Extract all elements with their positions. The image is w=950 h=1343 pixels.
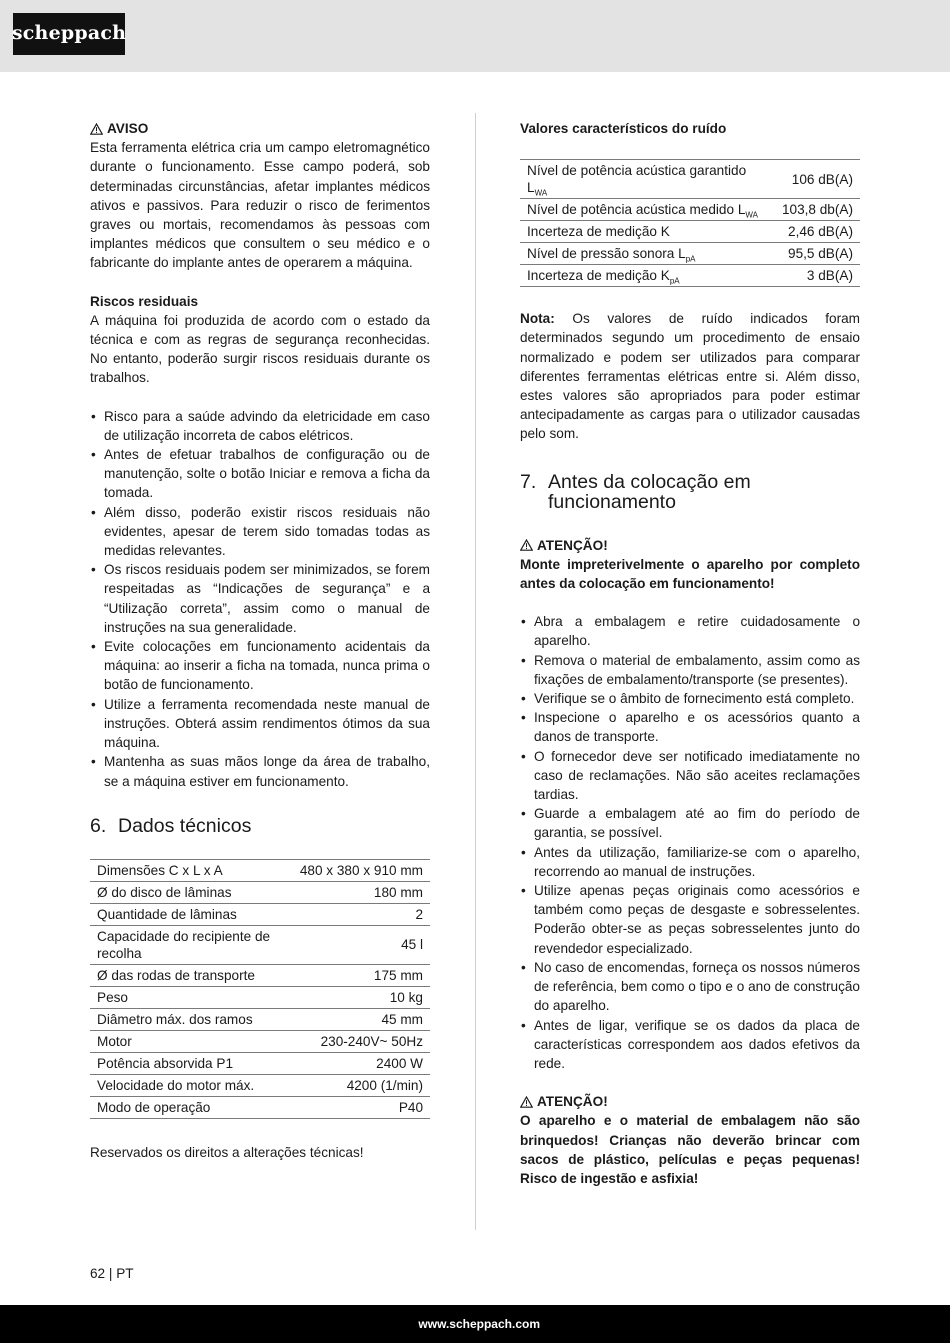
table-row xyxy=(90,1008,430,1030)
attention-text: O aparelho e o material de embalagem não são brinquedos! Crianças não deverão brincar com sacos de plástico, películas e peças pequenas! Risco de ingestão e asfixia! xyxy=(520,1113,860,1186)
spec-value: 480 x 380 x 910 mm xyxy=(289,859,430,881)
table-row xyxy=(520,221,860,243)
page-separator: | xyxy=(108,1266,117,1281)
table-row xyxy=(90,925,430,964)
noise-value: 106 dB(A) xyxy=(772,160,860,199)
noise-label-text: Incerteza de medição K xyxy=(527,268,670,284)
table-row xyxy=(520,199,860,221)
noise-label xyxy=(520,221,772,243)
spec-value: 175 mm xyxy=(289,964,430,986)
spec-label: Potência absorvida P1 xyxy=(90,1052,289,1074)
attention-heading xyxy=(520,536,860,555)
list-item: • Inspecione o aparelho e os acessórios quanto a danos de transporte. xyxy=(520,708,860,746)
list-item: • Antes de ligar, verifique se os dados da placa de características correspondem aos dados efetivos da rede. xyxy=(520,1016,860,1074)
list-item: • Utilize apenas peças originais como acessórios e também como peças de desgaste e sobresselentes. Poderão obter-se as peças sobresselentes junto do revendedor especializado. xyxy=(520,881,860,958)
spec-label: Velocidade do motor máx. xyxy=(90,1074,289,1096)
spec-value: 4200 (1/min) xyxy=(289,1074,430,1096)
warning-text: Esta ferramenta elétrica cria um campo eletromagnético durante o funcionamento. Esse campo poderá, sob determinadas circunstâncias, afetar implantes médicos ativos e passivos. Para reduzir o risco de ferimentos graves ou mortais, recomendamos às pessoas com implantes médicos que consultem o seu médico e o fabricante do implante antes de operarem a máquina. xyxy=(90,140,430,271)
table-row xyxy=(90,1074,430,1096)
noise-label-text: Incerteza de medição K xyxy=(527,224,670,240)
list-item: • Risco para a saúde advindo da eletricidade em caso de utilização incorreta de cabos elétricos. xyxy=(90,407,430,445)
list-item: • Os riscos residuais podem ser minimizados, se forem respeitadas as “Indicações de segurança” e a “Utilização correta”, assim como o manual de instruções na sua generalidade. xyxy=(90,560,430,637)
spec-value: 2 xyxy=(289,903,430,925)
spec-label: Diâmetro máx. dos ramos xyxy=(90,1008,289,1030)
noise-value: 103,8 db(A) xyxy=(772,199,860,221)
section-number: 7. xyxy=(520,470,537,493)
list-item: • Guarde a embalagem até ao fim do período de garantia, se possível. xyxy=(520,804,860,842)
noise-value: 3 dB(A) xyxy=(772,265,860,287)
table-row xyxy=(90,1030,430,1052)
warning-title: AVISO xyxy=(107,121,149,136)
spec-value: 180 mm xyxy=(289,881,430,903)
column-divider xyxy=(475,113,476,1230)
spec-label: Modo de operação xyxy=(90,1096,289,1118)
noise-label xyxy=(520,243,772,265)
noise-label xyxy=(520,265,772,287)
technical-data-table xyxy=(90,859,430,1119)
table-row xyxy=(90,1096,430,1118)
table-row xyxy=(520,265,860,287)
list-item: • O fornecedor deve ser notificado imediatamente no caso de reclamações. Não são aceites reclamações tardias. xyxy=(520,747,860,805)
noise-label xyxy=(520,160,772,199)
table-row xyxy=(90,964,430,986)
warning-heading xyxy=(90,119,430,138)
residual-risks-heading: Riscos residuais xyxy=(90,293,199,309)
page-number-value: 62 xyxy=(90,1266,106,1281)
section-title: Antes da colocação em funcionamento xyxy=(548,470,751,513)
table-row xyxy=(520,160,860,199)
note-text: Os valores de ruído indicados foram determinados segundo um procedimento de ensaio normalizado e podem ser utilizados para comparar diferentes ferramentas elétricas entre si. Além disso, estes valores são apropriados para poder estimar antecipadamente as cargas para o utilizador causadas pelo som. xyxy=(520,311,860,442)
noise-value: 2,46 dB(A) xyxy=(772,221,860,243)
spec-label: Dimensões C x L x A xyxy=(90,859,289,881)
noise-label-subscript: WA xyxy=(745,210,758,220)
noise-label-subscript: pA xyxy=(669,276,680,286)
warning-triangle-icon xyxy=(90,123,103,135)
spec-label: Peso xyxy=(90,986,289,1008)
page-number xyxy=(90,1264,134,1283)
attention-title: ATENÇÃO! xyxy=(537,1094,608,1110)
spec-label: Motor xyxy=(90,1030,289,1052)
spec-label: Capacidade do recipiente de recolha xyxy=(90,925,289,964)
note-label: Nota: xyxy=(520,311,555,327)
language-code: PT xyxy=(116,1266,134,1281)
spec-value: P40 xyxy=(289,1096,430,1118)
list-item: • No caso de encomendas, forneça os nossos números de referência, bem como o tipo e o ano de construção do aparelho. xyxy=(520,958,860,1016)
section-title: Dados técnicos xyxy=(118,814,252,837)
page-header xyxy=(0,0,950,72)
noise-label-subscript: pA xyxy=(685,254,696,264)
spec-label: Ø do disco de lâminas xyxy=(90,881,289,903)
noise-table xyxy=(520,159,860,287)
list-item: • Antes da utilização, familiarize-se com o aparelho, recorrendo ao manual de instruções. xyxy=(520,843,860,881)
brand-logo: scheppach xyxy=(13,13,125,55)
page-footer xyxy=(0,1305,950,1343)
list-item: • Utilize a ferramenta recomendada neste manual de instruções. Obterá assim rendimentos ótimos da sua máquina. xyxy=(90,695,430,753)
list-item: • Abra a embalagem e retire cuidadosamente o aparelho. xyxy=(520,612,860,650)
attention-title: ATENÇÃO! xyxy=(537,537,608,553)
list-item: • Antes de efetuar trabalhos de configuração ou de manutenção, solte o botão Iniciar e remova a ficha da tomada. xyxy=(90,445,430,503)
noise-label-text: Nível de pressão sonora L xyxy=(527,246,686,262)
list-item: • Além disso, poderão existir riscos residuais não evidentes, apesar de terem sido tomadas todas as medidas relevantes. xyxy=(90,503,430,561)
section-number: 6. xyxy=(90,814,107,837)
spec-label: Ø das rodas de transporte xyxy=(90,964,289,986)
list-item: • Evite colocações em funcionamento acidentais da máquina: ao inserir a ficha na tomada, nunca prima o botão de funcionamento. xyxy=(90,637,430,695)
table-row xyxy=(90,986,430,1008)
table-row xyxy=(520,243,860,265)
spec-label: Quantidade de lâminas xyxy=(90,903,289,925)
attention-text: Monte impreterivelmente o aparelho por completo antes da colocação em funcionamento! xyxy=(520,556,860,592)
noise-note xyxy=(520,309,860,443)
noise-label-text: Nível de potência acústica medido L xyxy=(527,202,746,218)
attention-heading xyxy=(520,1092,860,1111)
warning-triangle-icon xyxy=(520,1096,533,1108)
table-row xyxy=(90,1052,430,1074)
spec-value: 2400 W xyxy=(289,1052,430,1074)
noise-label-text: Nível de potência acústica garantido L xyxy=(527,163,747,196)
spec-value: 45 l xyxy=(289,925,430,964)
list-item: • Verifique se o âmbito de fornecimento está completo. xyxy=(520,689,860,708)
table-row xyxy=(90,859,430,881)
noise-value: 95,5 dB(A) xyxy=(772,243,860,265)
right-column xyxy=(520,119,860,1188)
website-link[interactable]: www.scheppach.com xyxy=(418,1317,540,1331)
spec-value: 45 mm xyxy=(289,1008,430,1030)
spec-value: 10 kg xyxy=(289,986,430,1008)
table-row xyxy=(90,903,430,925)
left-column xyxy=(90,119,430,1162)
section-6-heading xyxy=(90,816,430,836)
section-7-heading xyxy=(520,472,860,512)
table-row xyxy=(90,881,430,903)
technical-changes-note: Reservados os direitos a alterações técnicas! xyxy=(90,1144,364,1160)
noise-label-subscript: WA xyxy=(534,188,548,198)
warning-triangle-icon xyxy=(520,539,533,551)
noise-label xyxy=(520,199,772,221)
spec-value: 230-240V~ 50Hz xyxy=(289,1030,430,1052)
list-item: • Mantenha as suas mãos longe da área de trabalho, se a máquina estiver em funcionamento. xyxy=(90,752,430,790)
noise-heading: Valores característicos do ruído xyxy=(520,121,727,136)
residual-risks-list xyxy=(90,407,430,791)
list-item: • Remova o material de embalamento, assim como as fixações de embalamento/transporte (se presentes). xyxy=(520,651,860,689)
residual-risks-text: A máquina foi produzida de acordo com o estado da técnica e com as regras de segurança reconhecidas. No entanto, poderão surgir riscos residuais durante os trabalhos. xyxy=(90,312,430,386)
setup-steps-list xyxy=(520,612,860,1073)
